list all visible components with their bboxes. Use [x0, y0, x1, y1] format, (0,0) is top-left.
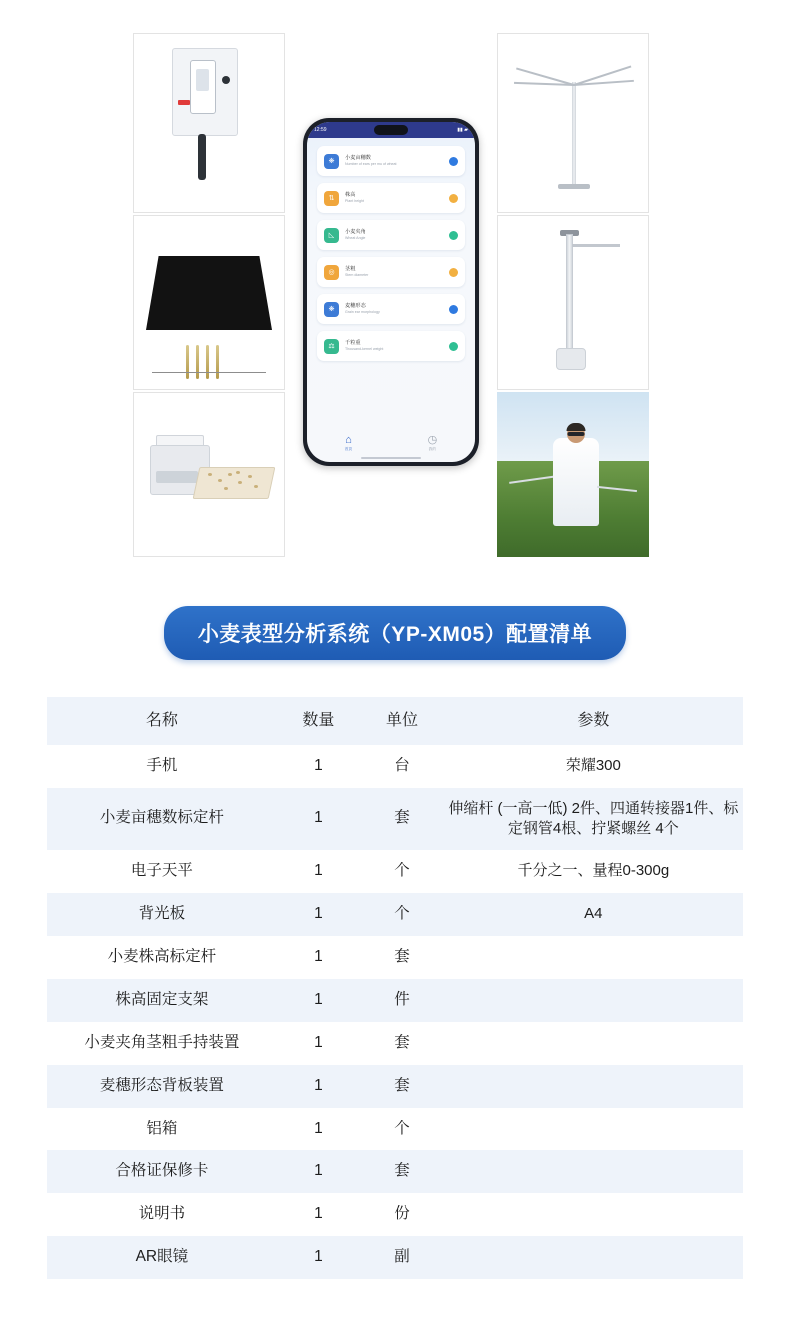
cell-param	[444, 1236, 743, 1279]
plant-height-icon: ⇅	[324, 191, 339, 206]
status-time: 12:59	[314, 127, 327, 133]
configuration-list-table-wrap	[47, 697, 743, 1279]
cell-name: 小麦亩穗数标定杆	[99, 809, 224, 827]
photo-handheld-sensor-panel	[133, 33, 285, 213]
nav-tab-home-label: 首页	[344, 447, 352, 451]
cell-param: 千分之一、量程0-300g	[517, 862, 670, 880]
table-row	[47, 850, 743, 893]
table-row	[47, 745, 743, 788]
table-row	[47, 788, 743, 851]
cell-name: 铝箱	[146, 1119, 178, 1137]
cell-unit: 台	[394, 756, 410, 774]
table-row	[47, 936, 743, 979]
cell-qty: 1	[314, 756, 323, 774]
app-item-status-dot	[449, 268, 458, 277]
photo-phone-app	[303, 118, 479, 466]
app-item-status-dot	[449, 231, 458, 240]
cell-qty: 1	[314, 904, 323, 922]
nav-tab-mine-label: 我的	[428, 447, 436, 451]
table-row	[47, 979, 743, 1022]
cell-param	[444, 1108, 743, 1151]
cell-unit: 套	[394, 809, 410, 827]
field-operator-illustration	[497, 392, 649, 557]
backlit-board-illustration	[134, 216, 284, 389]
app-item-label-en: Wheat Angle	[345, 235, 366, 240]
phone-screen	[307, 122, 475, 462]
nav-tab-home[interactable]	[345, 435, 352, 452]
cell-unit: 套	[394, 1162, 410, 1180]
table-row	[47, 1022, 743, 1065]
kernel-weight-icon: ⚖	[324, 339, 339, 354]
app-item-label-en: Grain ear morphology	[345, 309, 380, 314]
app-item-status-dot	[449, 342, 458, 351]
status-icons: ▮▮ ▰	[457, 127, 468, 133]
cell-param	[444, 1193, 743, 1236]
app-item-label-en: Number of ears per mu of wheat	[345, 161, 397, 166]
cell-name: 小麦夹角茎粗手持装置	[84, 1033, 240, 1051]
phone-bottom-nav	[307, 435, 475, 452]
cell-unit: 套	[394, 947, 410, 965]
cell-param: 伸缩杆 (一高一低) 2件、四通转接器1件、标定钢管4根、拧紧螺丝 4个	[448, 799, 739, 837]
stem-diameter-icon: ◎	[324, 265, 339, 280]
app-item-label-cn: 千粒重	[345, 339, 361, 346]
cell-param: 荣耀300	[565, 756, 621, 774]
cell-unit: 件	[394, 990, 410, 1008]
cell-param: A4	[584, 905, 603, 923]
app-item-label-en: Stem diameter	[345, 272, 369, 277]
app-item-label-cn: 株高	[345, 191, 356, 198]
cell-qty: 1	[314, 947, 323, 965]
table-row	[47, 1236, 743, 1279]
cell-param	[444, 1065, 743, 1108]
cell-unit: 个	[394, 862, 410, 880]
cell-unit: 套	[394, 1033, 410, 1051]
section-title-banner-wrap	[0, 606, 790, 660]
cell-unit: 份	[394, 1205, 410, 1223]
app-item-label-cn: 小麦夹角	[345, 228, 366, 235]
cell-param	[444, 936, 743, 979]
app-item-grain-ear-morphology[interactable]	[317, 294, 465, 324]
electronic-balance-illustration	[134, 393, 284, 556]
app-item-label-en: Thousand-kernel weight	[345, 346, 384, 351]
app-item-status-dot	[449, 194, 458, 203]
cell-name: 麦穗形态背板装置	[99, 1076, 224, 1094]
col-header-name: 名称	[47, 697, 277, 745]
app-function-list	[307, 138, 475, 361]
cell-name: AR眼镜	[135, 1248, 189, 1266]
wheat-angle-icon: ◺	[324, 228, 339, 243]
app-item-label-cn: 小麦亩穗数	[345, 154, 371, 161]
cell-param	[444, 1022, 743, 1065]
app-item-wheat-angle[interactable]	[317, 220, 465, 250]
app-item-label-cn: 茎粗	[345, 265, 356, 272]
cell-qty: 1	[314, 1033, 323, 1051]
cell-name: 株高固定支架	[115, 990, 209, 1008]
app-item-thousand-kernel-weight[interactable]	[317, 331, 465, 361]
profile-icon: ◷	[427, 434, 438, 446]
plant-height-pole-illustration	[498, 216, 648, 389]
cell-param	[444, 979, 743, 1022]
col-header-param: 参数	[444, 697, 743, 745]
cell-param	[444, 1150, 743, 1193]
cell-name: 背光板	[138, 904, 186, 922]
calibration-tripod-illustration	[498, 34, 648, 212]
app-item-label-cn: 麦穗形态	[345, 302, 366, 309]
cell-qty: 1	[314, 809, 323, 827]
table-row	[47, 1108, 743, 1151]
cell-qty: 1	[314, 1248, 323, 1266]
cell-qty: 1	[314, 1119, 323, 1137]
grain-morphology-icon: ❋	[324, 302, 339, 317]
section-title-banner: 小麦表型分析系统（YP-XM05）配置清单	[164, 606, 626, 660]
cell-qty: 1	[314, 862, 323, 880]
table-header-row	[47, 697, 743, 745]
table-row	[47, 1150, 743, 1193]
configuration-list-table	[47, 697, 743, 1279]
photo-backlit-board	[133, 215, 285, 390]
cell-qty: 1	[314, 990, 323, 1008]
app-item-stem-diameter[interactable]	[317, 257, 465, 287]
col-header-qty: 数量	[277, 697, 361, 745]
app-item-status-dot	[449, 157, 458, 166]
cell-name: 小麦株高标定杆	[107, 947, 217, 965]
app-item-status-dot	[449, 305, 458, 314]
app-item-ears-per-mu[interactable]	[317, 146, 465, 176]
cell-name: 合格证保修卡	[115, 1162, 209, 1180]
photo-plant-height-pole	[497, 215, 649, 390]
cell-unit: 个	[394, 1119, 410, 1137]
app-item-plant-height[interactable]	[317, 183, 465, 213]
phone-notch	[374, 125, 408, 135]
cell-unit: 个	[394, 904, 410, 922]
photo-field-operator	[497, 392, 649, 557]
home-indicator	[361, 457, 421, 459]
wheat-ears-icon: ❋	[324, 154, 339, 169]
home-icon: ⌂	[345, 434, 352, 446]
photo-calibration-tripod	[497, 33, 649, 213]
cell-name: 手机	[146, 756, 178, 774]
table-row	[47, 893, 743, 936]
cell-qty: 1	[314, 1205, 323, 1223]
cell-qty: 1	[314, 1076, 323, 1094]
cell-name: 说明书	[138, 1205, 186, 1223]
cell-unit: 副	[394, 1248, 410, 1266]
cell-qty: 1	[314, 1162, 323, 1180]
cell-name: 电子天平	[130, 862, 193, 880]
product-image-gallery	[0, 0, 790, 560]
cell-unit: 套	[394, 1076, 410, 1094]
col-header-unit: 单位	[360, 697, 444, 745]
photo-electronic-balance	[133, 392, 285, 557]
table-row	[47, 1193, 743, 1236]
table-row	[47, 1065, 743, 1108]
app-item-label-en: Plant height	[345, 198, 364, 203]
handheld-sensor-illustration	[134, 34, 284, 212]
nav-tab-mine[interactable]	[428, 435, 438, 452]
